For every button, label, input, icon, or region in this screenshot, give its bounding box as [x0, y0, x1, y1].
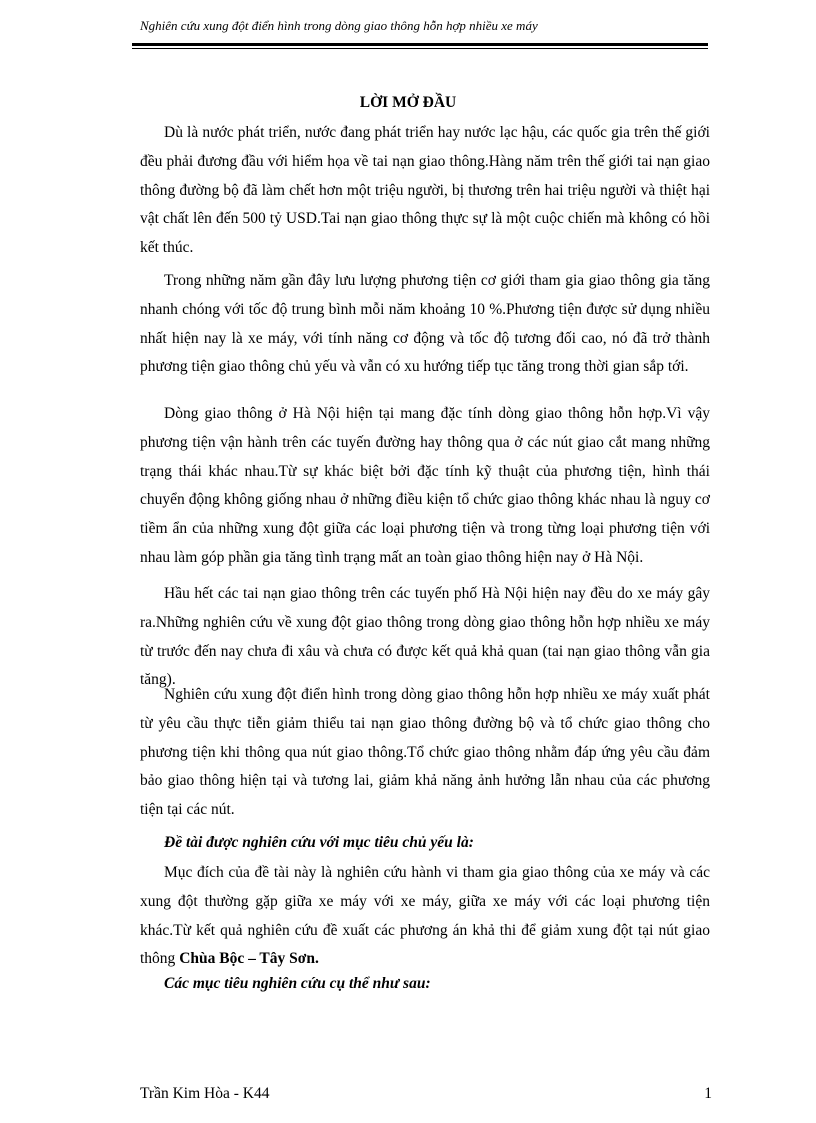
paragraph-accidents: Hầu hết các tai nạn giao thông trên các tuyến phố Hà Nội hiện nay đều do xe máy gây ra.Những nghiên cứu về xung đột giao thông trong dòng giao thông hỗn hợp nhiều xe máy từ trước đến nay chưa đi xâu và chưa có được kết quả khả quan (tai nạn giao thông vẫn gia tăng).: [140, 585, 710, 689]
running-header: Nghiên cứu xung đột điển hình trong dòng giao thông hỗn hợp nhiều xe máy: [140, 18, 538, 33]
objectives-heading: Đề tài được nghiên cứu với mục tiêu chủ yếu là:: [164, 834, 474, 851]
header-divider-thick: [132, 43, 708, 46]
paragraph-hanoi-traffic: Dòng giao thông ở Hà Nội hiện tại mang đặc tính dòng giao thông hỗn hợp.Vì vậy phương tiện vận hành trên các tuyến đường hay thông qua ở các nút giao cắt mang những trạng thái khác nhau.Từ sự khác biệt bởi đặc tính kỹ thuật của phương tiện, hình thái chuyển động không giống nhau ở những điều kiện tổ chức giao thông khác nhau là nguy cơ tiềm ẩn của những xung đột giữa các loại phương tiện và trong từng loại phương tiện với nhau làm góp phần gia tăng tình trạng mất an toàn giao thông hiện nay ở Hà Nội.: [140, 405, 710, 566]
objectives-paragraph: [140, 859, 710, 974]
objectives-text: Mục đích của đề tài này là nghiên cứu hành vi tham gia giao thông của xe máy và các xung đột thường gặp giữa xe máy với xe máy, giữa xe máy với các loại phương tiện khác.Từ kết quả nghiên cứu đề xuất các phương án khả thi để giảm xung đột tại nút giao thông: [140, 864, 710, 968]
page-title: LỜI MỞ ĐẦU: [359, 94, 457, 111]
specific-objectives-heading: Các mục tiêu nghiên cứu cụ thể như sau:: [164, 975, 431, 992]
page-number: 1: [704, 1085, 712, 1102]
paragraph-traffic-growth: Trong những năm gần đây lưu lượng phương tiện cơ giới tham gia giao thông gia tăng nhanh chóng với tốc độ trung bình mỗi năm khoảng 10 %.Phương tiện được sử dụng nhiều nhất hiện nay là xe máy, với tính năng cơ động và tốc độ tương đối cao, nó đã trở thành phương tiện giao thông chủ yếu và vẫn có xu hướng tiếp tục tăng trong thời gian sắp tới.: [140, 272, 710, 376]
objectives-location: Chùa Bộc – Tây Sơn.: [179, 950, 319, 968]
paragraph-research-origin: Nghiên cứu xung đột điển hình trong dòng giao thông hỗn hợp nhiều xe máy xuất phát từ yêu cầu thực tiễn giảm thiểu tai nạn giao thông đường bộ và tổ chức giao thông cho phương tiện khi thông qua nút giao thông.Tổ chức giao thông nhằm đáp ứng yêu cầu đảm bảo giao thông hiện tại và tương lai, giảm khả năng ảnh hưởng lẫn nhau của các phương tiện tại các nút.: [140, 686, 710, 819]
header-divider-thin: [132, 48, 708, 49]
paragraph-intro: Dù là nước phát triển, nước đang phát triển hay nước lạc hậu, các quốc gia trên thế giới đều phải đương đầu với hiểm họa về tai nạn giao thông.Hàng năm trên thế giới tai nạn giao thông đường bộ đã làm chết hơn một triệu người, bị thương trên hai triệu người và thiệt hại vật chất lên đến 500 tỷ USD.Tai nạn giao thông thực sự là một cuộc chiến mà không có hồi kết thúc.: [140, 124, 710, 257]
footer-author: Trần Kim Hòa - K44: [140, 1085, 270, 1102]
